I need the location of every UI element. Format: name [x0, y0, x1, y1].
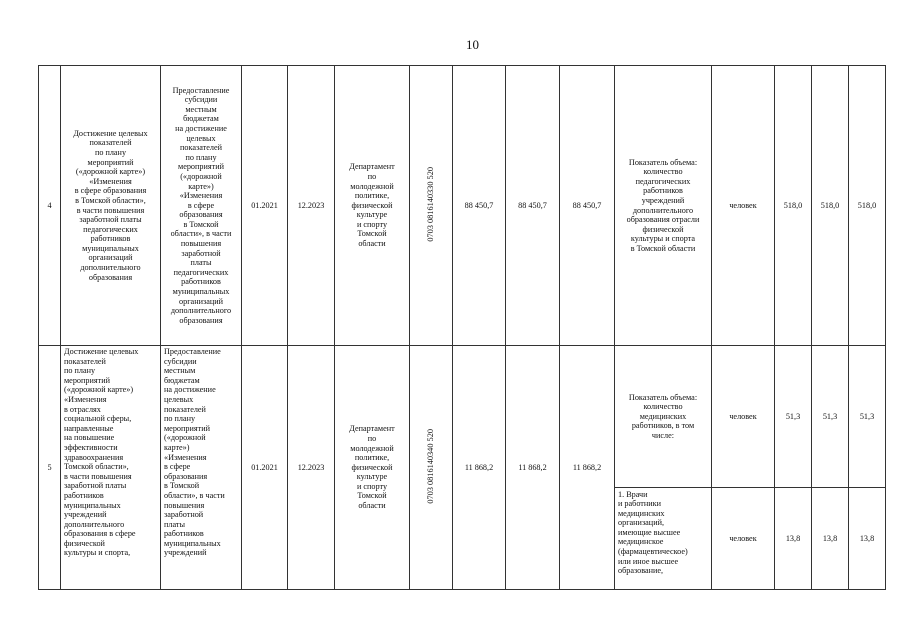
measure-cell — [161, 346, 242, 590]
indicator-value-cell: 13,8 — [812, 488, 849, 590]
indicator-name-cell: Показатель объема: количество медицинских работников, в том числе: — [615, 346, 712, 488]
end-date-cell: 12.2023 — [288, 346, 335, 590]
amount-cell: 11 868,2 — [453, 346, 506, 590]
indicator-name-cell: Показатель объема: количество педагогических работников учреждений дополнительного образования отрасли физической культуры и спорта в Томской области — [615, 66, 712, 346]
row-number-cell: 5 — [39, 346, 61, 590]
table-row — [39, 66, 886, 346]
indicator-value-cell: 518,0 — [812, 66, 849, 346]
budget-code-cell — [410, 66, 453, 346]
program-activities-table — [38, 65, 886, 590]
indicator-unit-cell: человек — [712, 346, 775, 488]
goal-cell: Достижение целевых показателей по плану мероприятий («дорожной карте») «Изменения в сфере образования в Томской области», в части повышения заработной платы педагогических работников муниципальных организаций дополнительного образования — [61, 66, 161, 346]
budget-code-text: 0703 0816140340 520 — [426, 428, 436, 504]
indicator-value-cell: 13,8 — [849, 488, 886, 590]
budget-code-text: 0703 0816140330 520 — [426, 166, 436, 242]
indicator-value-cell: 51,3 — [775, 346, 812, 488]
budget-code-cell — [410, 346, 453, 590]
start-date-cell: 01.2021 — [242, 66, 288, 346]
indicator-value-cell: 518,0 — [775, 66, 812, 346]
goal-text: Достижение целевых показателей по плану мероприятий («дорожной карте») «Изменения в отраслях социальной сферы, направленные на повышение эффективности здравоохранения Томской области», в части повышения заработной платы работников муниципальных учреждений дополнительного образования в сфере физической культуры и спорта, — [64, 347, 139, 558]
amount-cell: 11 868,2 — [506, 346, 560, 590]
measure-cell: Предоставление субсидии местным бюджетам на достижение целевых показателей по плану мероприятий («дорожной карте») «Изменения в сфере образования в Томской области», в части повышения заработной платы педагогических работников муниципальных организаций дополнительного образования — [161, 66, 242, 346]
indicator-value-cell: 51,3 — [849, 346, 886, 488]
start-date-cell: 01.2021 — [242, 346, 288, 590]
indicator-unit-cell: человек — [712, 66, 775, 346]
indicator-unit-cell: человек — [712, 488, 775, 590]
indicator-value-cell: 51,3 — [812, 346, 849, 488]
end-date-cell: 12.2023 — [288, 66, 335, 346]
row-number-cell: 4 — [39, 66, 61, 346]
indicator-name-cell — [615, 488, 712, 590]
indicator-value-cell: 518,0 — [849, 66, 886, 346]
indicator-value-cell: 13,8 — [775, 488, 812, 590]
executor-cell: Департамент по молодежной политике, физической культуре и спорту Томской области — [335, 66, 410, 346]
measure-text: Предоставление субсидии местным бюджетам на достижение целевых показателей по плану мероприятий («дорожной карте») «Изменения в сфере образования в Томской области», в части повышения заработной платы работников муниципальных учреждений — [164, 347, 225, 558]
goal-cell — [61, 346, 161, 590]
amount-cell: 11 868,2 — [560, 346, 615, 590]
table-row — [39, 346, 886, 488]
amount-cell: 88 450,7 — [453, 66, 506, 346]
executor-cell: Департамент по молодежной политике, физической культуре и спорту Томской области — [335, 346, 410, 590]
amount-cell: 88 450,7 — [560, 66, 615, 346]
amount-cell: 88 450,7 — [506, 66, 560, 346]
indicator-name-text: 1. Врачи и работники медицинских организаций, имеющие высшее медицинское (фармацевтическое) или иное высшее образование, — [618, 489, 688, 576]
page-number: 10 — [466, 37, 479, 52]
